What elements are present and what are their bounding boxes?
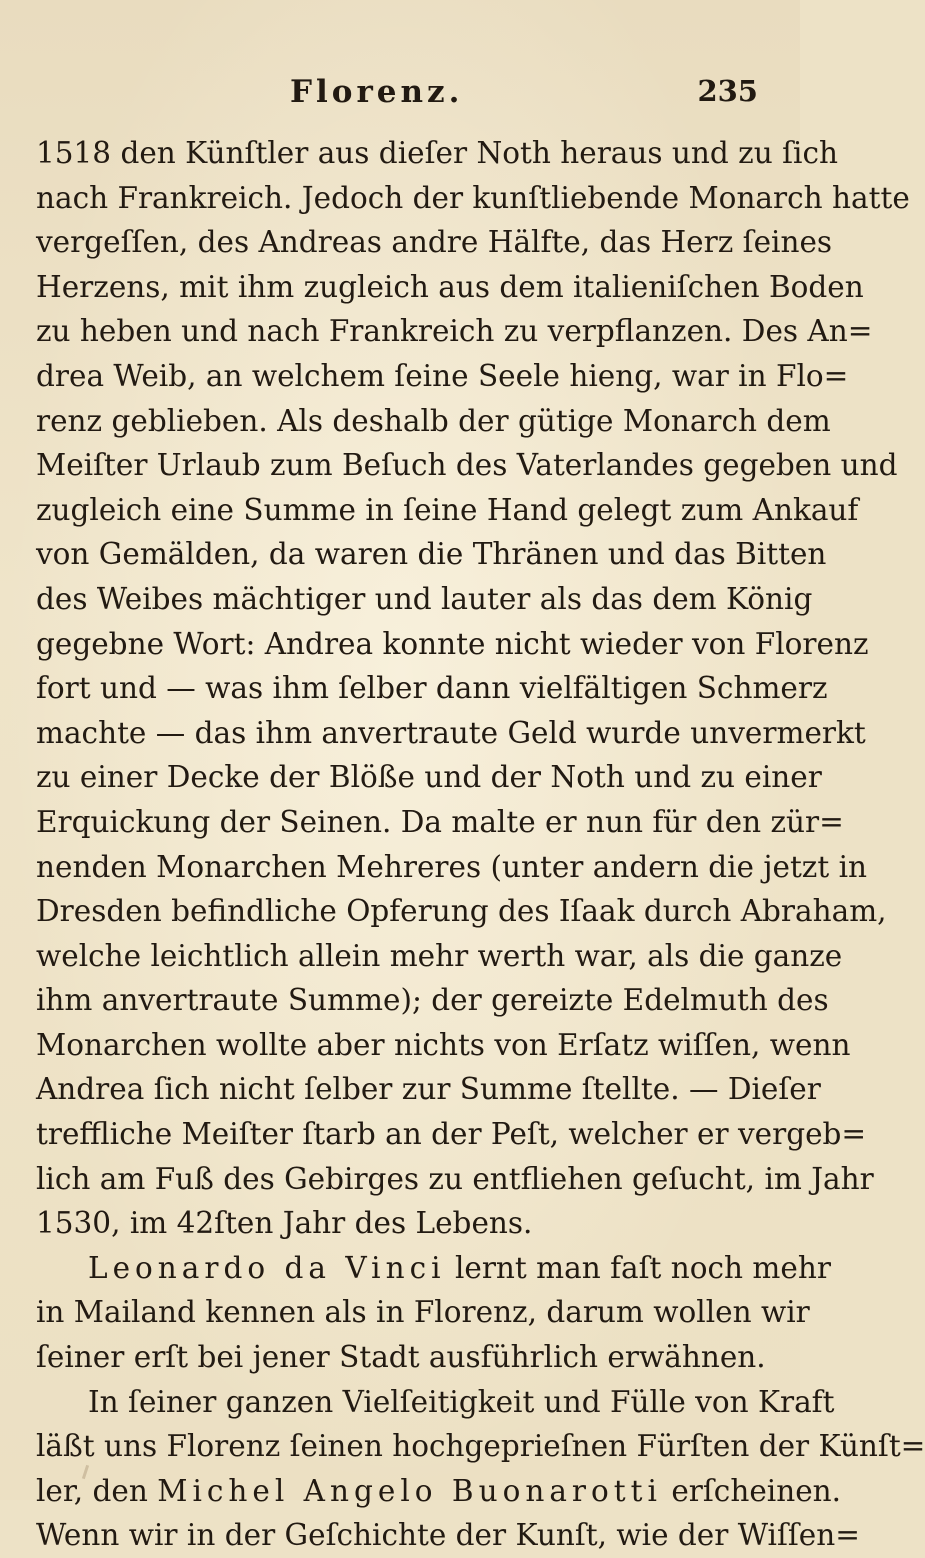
person-name-michelangelo: Michel Angelo Buonarotti: [157, 1473, 662, 1508]
text-line: nach Frankreich. Jedoch der kunſtliebende Monarch hatte: [36, 180, 910, 215]
page-number: 235: [697, 74, 758, 108]
text-line: [36, 1469, 842, 1514]
text-line: treffliche Meiſter ſtarb an der Peſt, welcher er vergeb=: [36, 1117, 867, 1152]
text-line: ſeiner erſt bei jener Stadt ausführlich erwähnen.: [36, 1340, 766, 1375]
paragraph-michelangelo: [36, 1380, 925, 1558]
text-line: [36, 1246, 831, 1291]
text-line: Erquickung der Seinen. Da malte er nun für den zür=: [36, 804, 844, 839]
person-name-leonardo: Leonardo da Vinci: [88, 1250, 446, 1285]
text-line: in Mailand kennen als in Florenz, darum wollen wir: [36, 1295, 810, 1330]
line-start: ler, den: [36, 1473, 148, 1508]
text-line: zugleich eine Summe in ſeine Hand gelegt zum Ankauf: [36, 492, 859, 527]
text-line: läßt uns Florenz ſeinen hochgeprieſnen Fürſten der Künſt=: [36, 1429, 925, 1464]
text-line: Herzens, mit ihm zugleich aus dem italieniſchen Boden: [36, 269, 864, 304]
text-line: vergeſſen, des Andreas andre Hälfte, das Herz ſeines: [36, 225, 833, 260]
text-line: Andrea ſich nicht ſelber zur Summe ſtellte. — Dieſer: [36, 1072, 821, 1107]
text-line: nenden Monarchen Mehreres (unter andern die jetzt in: [36, 849, 868, 884]
text-line: des Weibes mächtiger und lauter als das dem König: [36, 581, 813, 616]
text-line: fort und — was ihm ſelber dann vielfältigen Schmerz: [36, 671, 828, 706]
text-line: ihm anvertraute Summe); der gereizte Edelmuth des: [36, 983, 829, 1018]
text-line: renz geblieben. Als deshalb der gütige Monarch dem: [36, 403, 831, 438]
text-line: 1518 den Künſtler aus dieſer Noth heraus und zu ſich: [36, 136, 838, 170]
text-line: lich am Fuß des Gebirges zu entfliehen geſucht, im Jahr: [36, 1161, 874, 1196]
text-line: Dresden befindliche Opferung des Iſaak durch Abraham,: [36, 894, 887, 929]
text-line: von Gemälden, da waren die Thränen und das Bitten: [36, 537, 827, 572]
text-line: drea Weib, an welchem ſeine Seele hieng, war in Flo=: [36, 358, 849, 393]
body-text: [36, 131, 925, 1558]
text-line: welche leichtlich allein mehr werth war, als die ganze: [36, 938, 843, 973]
text-line: Wenn wir in der Geſchichte der Kunſt, wie der Wiſſen=: [36, 1518, 860, 1553]
line-end: erſcheinen.: [671, 1473, 842, 1508]
text-line: zu heben und nach Frankreich zu verpflanzen. Des An=: [36, 314, 873, 349]
text-line: In ſeiner ganzen Vielſeitigkeit und Fülle von Kraft: [88, 1384, 835, 1419]
text-line: Monarchen wollte aber nichts von Erſatz wiſſen, wenn: [36, 1027, 851, 1062]
text-line: machte — das ihm anvertraute Geld wurde unvermerkt: [36, 715, 866, 750]
text-line: gegebne Wort: Andrea konnte nicht wieder von Florenz: [36, 626, 869, 661]
text-line: Meiſter Urlaub zum Beſuch des Vaterlandes gegeben und: [36, 448, 898, 483]
paragraph-leonardo: [36, 1246, 831, 1380]
text-line: 1530, im 42ſten Jahr des Lebens.: [36, 1206, 533, 1241]
running-title: Florenz.: [290, 74, 464, 110]
line-rest: lernt man faſt noch mehr: [454, 1250, 831, 1285]
paragraph-andrea: [36, 131, 910, 1246]
text-line: zu einer Decke der Blöße und der Noth und zu einer: [36, 760, 822, 795]
